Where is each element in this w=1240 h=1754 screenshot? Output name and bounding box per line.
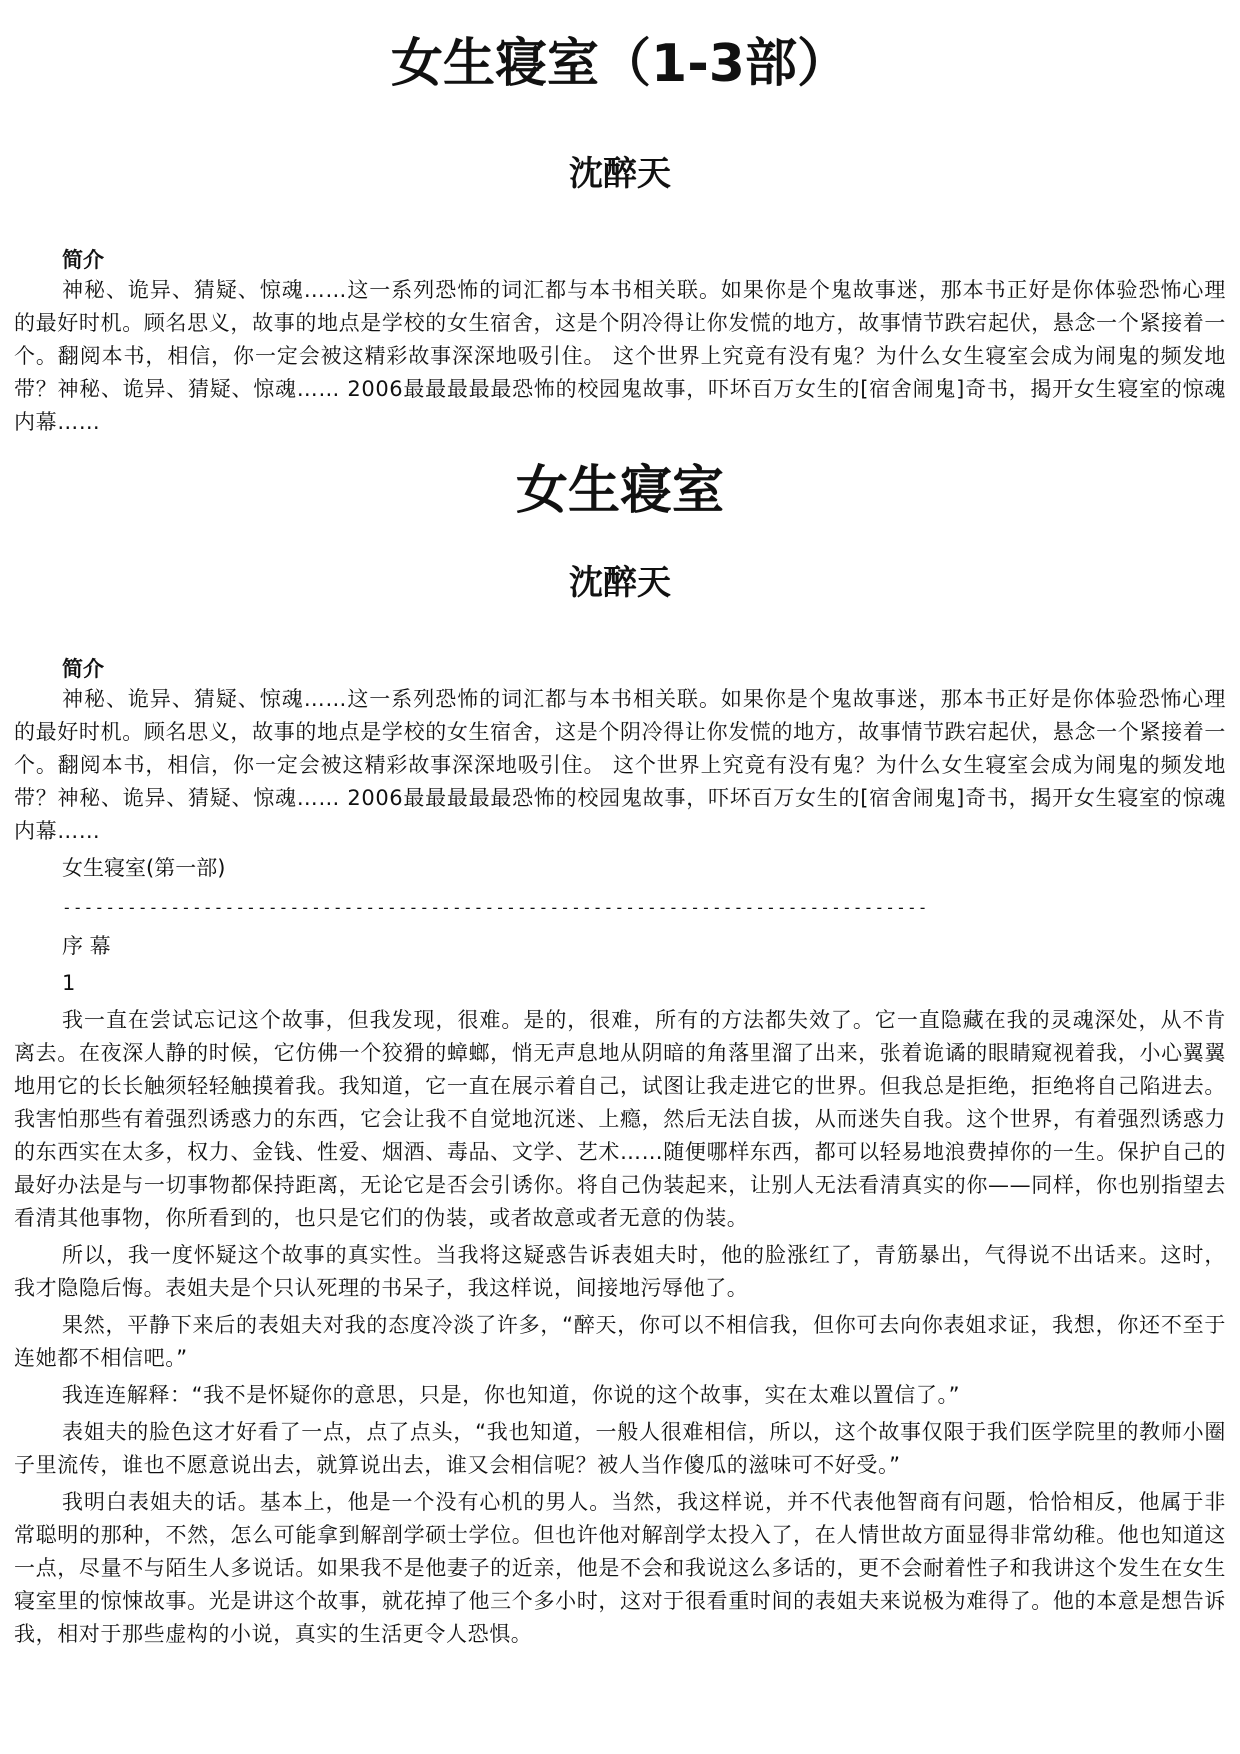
book-author: 沈醉天: [569, 154, 671, 194]
section-number: 1: [62, 971, 76, 995]
story-paragraph-4: 我连连解释：“我不是怀疑你的意思，只是，你也知道，你说的这个故事，实在太难以置信了。”: [62, 1383, 961, 1407]
book-title: 女生寝室（1-3部）: [391, 34, 849, 94]
chapter-label: 女生寝室(第一部): [62, 856, 226, 880]
book-intro-heading: 简介: [62, 248, 104, 272]
part-author: 沈醉天: [569, 563, 671, 603]
book-intro-text: 神秘、诡异、猜疑、惊魂……这一系列恐怖的词汇都与本书相关联。如果你是个鬼故事迷，那本书正好是你体验恐怖心理的最好时机。顾名思义，故事的地点是学校的女生宿舍，这是个阴冷得让你发慌的地方，故事情节跌宕起伏，悬念一个紧接着一个。翻阅本书，相信，你一定会被这精彩故事深深地吸引住。 这个世界上究竟有没有鬼？为什么女生寝室会成为闹鬼的频发地带？神秘、诡异、猜疑、惊魂…… 2006最最最最最恐怖的校园鬼故事，吓坏百万女生的[宿舍闹鬼]奇书，揭开女生寝室的惊魂内幕……: [14, 278, 1226, 434]
separator-line: --------------------------------------------------------------------------------: [62, 898, 929, 917]
story-paragraph-5: 表姐夫的脸色这才好看了一点，点了点头，“我也知道，一般人很难相信，所以，这个故事仅限于我们医学院里的教师小圈子里流传，谁也不愿意说出去，就算说出去，谁又会相信呢？被人当作傻瓜的滋味可不好受。”: [14, 1420, 1226, 1477]
part-title: 女生寝室: [515, 461, 724, 521]
document-page: [14, 30, 1226, 1651]
story-paragraph-2: 所以，我一度怀疑这个故事的真实性。当我将这疑惑告诉表姐夫时，他的脸涨红了，青筋暴出，气得说不出话来。这时，我才隐隐后悔。表姐夫是个只认死理的书呆子，我这样说，间接地污辱他了。: [14, 1243, 1226, 1300]
prologue-heading: 序 幕: [62, 934, 111, 958]
part-intro-text: 神秘、诡异、猜疑、惊魂……这一系列恐怖的词汇都与本书相关联。如果你是个鬼故事迷，那本书正好是你体验恐怖心理的最好时机。顾名思义，故事的地点是学校的女生宿舍，这是个阴冷得让你发慌的地方，故事情节跌宕起伏，悬念一个紧接着一个。翻阅本书，相信，你一定会被这精彩故事深深地吸引住。 这个世界上究竟有没有鬼？为什么女生寝室会成为闹鬼的频发地带？神秘、诡异、猜疑、惊魂…… 2006最最最最最恐怖的校园鬼故事，吓坏百万女生的[宿舍闹鬼]奇书，揭开女生寝室的惊魂内幕……: [14, 687, 1226, 843]
story-paragraph-3: 果然，平静下来后的表姐夫对我的态度冷淡了许多，“醉天，你可以不相信我，但你可去向你表姐求证，我想，你还不至于连她都不相信吧。”: [14, 1313, 1226, 1370]
story-paragraph-6: 我明白表姐夫的话。基本上，他是一个没有心机的男人。当然，我这样说，并不代表他智商有问题，恰恰相反，他属于非常聪明的那种，不然，怎么可能拿到解剖学硕士学位。但也许他对解剖学太投入了，在人情世故方面显得非常幼稚。他也知道这一点，尽量不与陌生人多说话。如果我不是他妻子的近亲，他是不会和我说这么多话的，更不会耐着性子和我讲这个发生在女生寝室里的惊悚故事。光是讲这个故事，就花掉了他三个多小时，这对于很看重时间的表姐夫来说极为难得了。他的本意是想告诉我，相对于那些虚构的小说，真实的生活更令人恐惧。: [14, 1490, 1226, 1646]
story-paragraph-1: 我一直在尝试忘记这个故事，但我发现，很难。是的，很难，所有的方法都失效了。它一直隐藏在我的灵魂深处，从不肯离去。在夜深人静的时候，它仿佛一个狡猾的蟑螂，悄无声息地从阴暗的角落里溜了出来，张着诡谲的眼睛窥视着我，小心翼翼地用它的长长触须轻轻触摸着我。我知道，它一直在展示着自己，试图让我走进它的世界。但我总是拒绝，拒绝将自己陷进去。我害怕那些有着强烈诱惑力的东西，它会让我不自觉地沉迷、上瘾，然后无法自拔，从而迷失自我。这个世界，有着强烈诱惑力的东西实在太多，权力、金钱、性爱、烟酒、毒品、文学、艺术……随便哪样东西，都可以轻易地浪费掉你的一生。保护自己的最好办法是与一切事物都保持距离，无论它是否会引诱你。将自己伪装起来，让别人无法看清真实的你——同样，你也别指望去看清其他事物，你所看到的，也只是它们的伪装，或者故意或者无意的伪装。: [14, 1008, 1226, 1230]
part-intro-heading: 简介: [62, 657, 104, 681]
